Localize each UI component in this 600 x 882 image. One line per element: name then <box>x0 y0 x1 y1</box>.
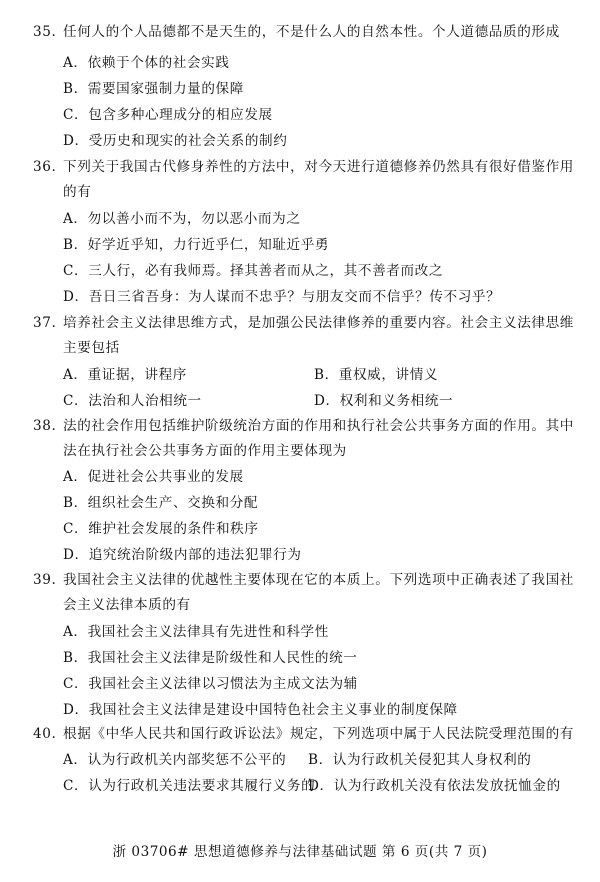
option-d: D．认为行政机关没有依法发放抚恤金的 <box>308 778 561 794</box>
question-number: 39. <box>33 572 57 588</box>
option-d: D．追究统治阶级内部的违法犯罪行为 <box>63 547 302 563</box>
question-stem-text: 任何人的个人品德都不是天生的，不是什么人的自然本性。个人道德品质的形成 <box>63 24 560 40</box>
option-d: D．权利和义务相统一 <box>314 393 454 409</box>
option-b: B．认为行政机关侵犯其人身权利的 <box>308 752 532 768</box>
option-a: A．我国社会主义法律具有先进性和科学性 <box>63 624 329 640</box>
option-b: B．好学近乎知，力行近乎仁，知耻近乎勇 <box>63 237 330 253</box>
option-c: C．我国社会主义法律以习惯法为主成文法为辅 <box>63 676 358 692</box>
option-c: C．法治和人治相统一 <box>63 393 202 409</box>
question-stem-line <box>33 20 560 40</box>
question-stem-line <box>33 155 574 175</box>
question-stem-text: 培养社会主义法律思维方式，是加强公民法律修养的重要内容。社会主义法律思维 <box>63 315 574 331</box>
question-stem-line <box>33 722 574 742</box>
question-stem-text: 根据《中华人民共和国行政诉讼法》规定，下列选项中属于人民法院受理范围的有 <box>63 726 574 742</box>
option-d: D．吾日三省吾身：为人谋而不忠乎？与朋友交而不信乎？传不习乎？ <box>63 289 501 305</box>
question-number: 38. <box>33 418 57 434</box>
question-stem-continuation: 主要包括 <box>63 340 120 356</box>
question-stem-line <box>33 568 574 588</box>
question-number: 35. <box>33 24 57 40</box>
question-stem-continuation: 的有 <box>63 184 92 200</box>
option-a: A．依赖于个体的社会实践 <box>63 55 230 71</box>
option-b: B．需要国家强制力量的保障 <box>63 81 244 97</box>
question-stem-continuation: 法在执行社会公共事务方面的作用主要体现为 <box>63 443 347 459</box>
question-stem-text: 法的社会作用包括维护阶级统治方面的作用和执行社会公共事务方面的作用。其中 <box>63 418 574 434</box>
question-stem-text: 我国社会主义法律的优越性主要体现在它的本质上。下列选项中正确表述了我国社 <box>63 572 574 588</box>
option-c: C．维护社会发展的条件和秩序 <box>63 521 259 537</box>
question-stem-continuation: 会主义法律本质的有 <box>63 597 191 613</box>
option-b: B．我国社会主义法律是阶级性和人民性的统一 <box>63 650 358 666</box>
option-c: C．包含多种心理成分的相应发展 <box>63 107 273 123</box>
option-a: A．重证据，讲程序 <box>63 367 187 383</box>
question-number: 40. <box>33 726 57 742</box>
option-a: A．勿以善小而不为，勿以恶小而为之 <box>63 211 301 227</box>
question-number: 36. <box>33 159 57 175</box>
question-stem-line <box>33 414 574 434</box>
option-d: D．受历史和现实的社会关系的制约 <box>63 133 288 149</box>
option-c: C．三人行，必有我师焉。择其善者而从之，其不善者而改之 <box>63 263 444 279</box>
option-a: A．促进社会公共事业的发展 <box>63 469 244 485</box>
option-a: A．认为行政机关内部奖惩不公平的 <box>63 752 287 768</box>
question-number: 37. <box>33 315 57 331</box>
option-b: B．组织社会生产、交换和分配 <box>63 495 259 511</box>
option-c: C．认为行政机关违法要求其履行义务的 <box>63 778 316 794</box>
option-d: D．我国社会主义法律是建设中国特色社会主义事业的制度保障 <box>63 702 458 718</box>
question-stem-line <box>33 311 574 331</box>
option-b: B．重权威，讲情义 <box>314 367 439 383</box>
page-footer: 浙 03706# 思想道德修养与法律基础试题 第 6 页(共 7 页) <box>112 844 488 860</box>
question-stem-text: 下列关于我国古代修身养性的方法中，对今天进行道德修养仍然具有很好借鉴作用 <box>63 159 574 175</box>
